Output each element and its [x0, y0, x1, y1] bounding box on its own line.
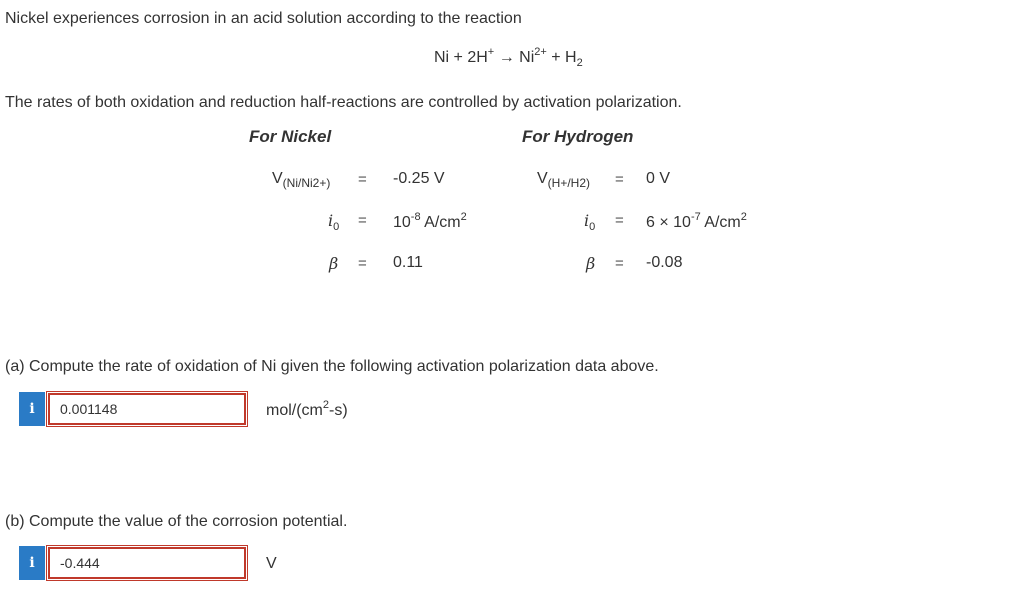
part-b-unit: V [266, 555, 277, 572]
hydrogen-beta-value: -0.08 [646, 254, 683, 271]
hydrogen-beta-equals: = [615, 255, 624, 272]
info-icon[interactable]: i [19, 392, 45, 426]
hydrogen-i0-equals: = [615, 212, 624, 229]
part-b-answer-input[interactable] [48, 547, 246, 579]
part-a-question: (a) Compute the rate of oxidation of Ni given the following activation polarization data above. [5, 358, 659, 375]
nickel-beta-equals: = [358, 255, 367, 272]
nickel-beta-symbol: β [329, 254, 339, 273]
reaction-ni-charge: 2+ [534, 46, 547, 58]
nickel-v-symbol: $V_{(Ni/Ni2+)}$ [272, 170, 331, 190]
hydrogen-v-equals: = [615, 171, 624, 188]
part-b-question: (b) Compute the value of the corrosion potential. [5, 513, 348, 530]
nickel-v-value: -0.25 V [393, 170, 445, 187]
hydrogen-i0-value: $6 \times 10^{-7}$ $A/cm^2$ [646, 211, 747, 231]
hydrogen-i0-symbol: $i_0$ [584, 211, 596, 233]
nickel-i0-symbol: $i_0$ [328, 211, 340, 233]
reaction-h-charge: + [487, 46, 495, 58]
nickel-v-equals: = [358, 171, 367, 188]
hydrogen-beta-symbol: β [586, 254, 596, 273]
part-a-unit: mol/$(cm^2-s)$ [266, 399, 348, 419]
reaction-lhs: Ni + 2H [434, 49, 488, 66]
statement-text: The rates of both oxidation and reduction half-reactions are controlled by activation polarization. [5, 94, 682, 111]
nickel-beta-value: 0.11 [393, 254, 423, 271]
hydrogen-v-sub: (H+/H2) [547, 176, 591, 190]
hydrogen-v-value: 0 V [646, 170, 671, 187]
part-a-answer-row [19, 392, 246, 426]
nickel-i0-equals: = [358, 212, 367, 229]
reaction-h2-sub: 2 [576, 57, 583, 69]
intro-text: Nickel experiences corrosion in an acid solution according to the reaction [5, 10, 522, 27]
reaction-plus-h: + H [551, 49, 577, 66]
nickel-heading: For Nickel [249, 127, 332, 146]
hydrogen-v-symbol: $V_{(H+/H2)}$ [537, 170, 591, 190]
hydrogen-i0-sub: 0 [589, 221, 596, 233]
part-b-answer-row [19, 546, 246, 580]
reaction-ni: Ni [519, 49, 535, 66]
hydrogen-heading: For Hydrogen [522, 127, 634, 146]
nickel-i0-value: $10^{-8}$ $A/cm^2$ [393, 211, 467, 231]
info-icon[interactable]: i [19, 546, 45, 580]
reaction-equation [434, 46, 583, 69]
nickel-v-sub: (Ni/Ni2+) [282, 176, 331, 190]
reaction-arrow: → [498, 49, 515, 66]
nickel-i0-sub: 0 [333, 221, 340, 233]
part-a-answer-input[interactable] [48, 393, 246, 425]
